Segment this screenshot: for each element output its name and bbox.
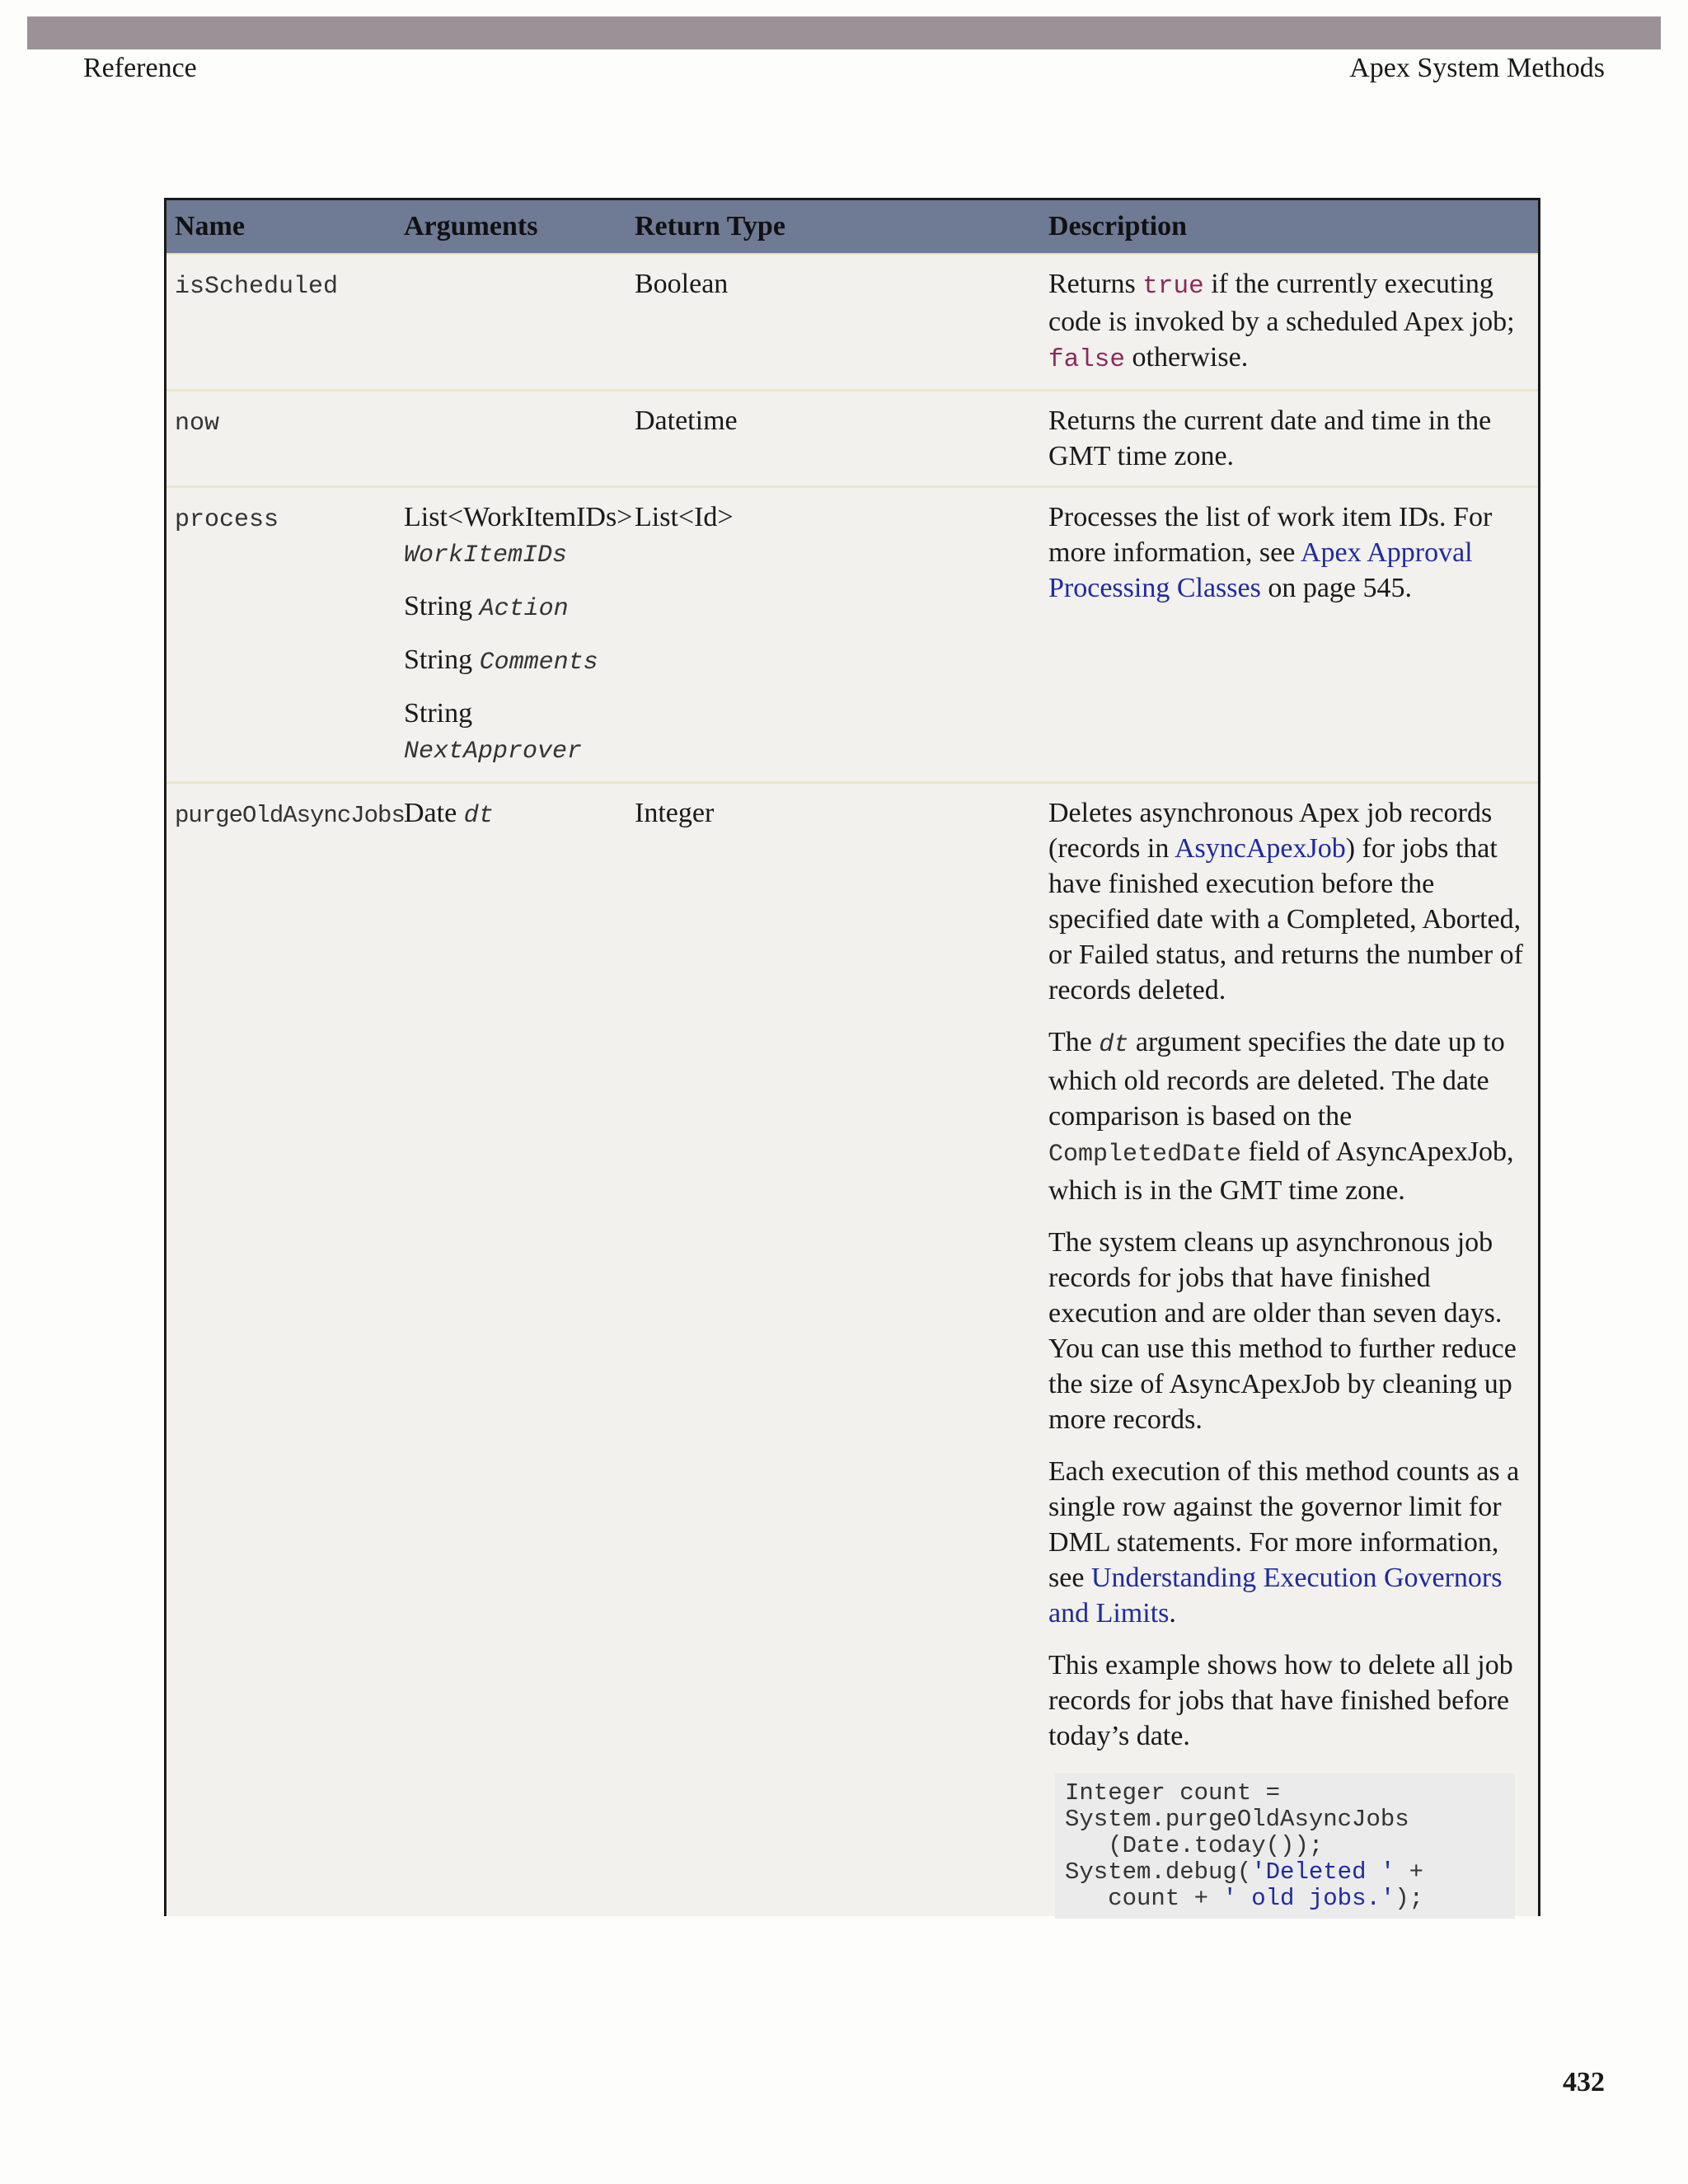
code-line: count + (1065, 1885, 1223, 1912)
description-paragraph (1048, 1024, 1530, 1208)
method-return-type: Datetime (635, 405, 738, 436)
table-header (166, 200, 1538, 255)
method-name-text: process (175, 506, 279, 534)
column-header-arguments: Arguments (404, 211, 538, 241)
desc-text: otherwise. (1125, 342, 1249, 373)
table-row (166, 488, 1538, 784)
code-line: ); (1395, 1885, 1424, 1912)
method-description (1040, 255, 1538, 389)
argument (404, 499, 633, 574)
code-keyword: false (1048, 345, 1126, 374)
method-description: Returns the current date and time in the GMT time zone. (1048, 405, 1492, 471)
method-return-type: List<Id> (635, 502, 734, 532)
code-keyword: true (1142, 272, 1204, 301)
code-string: 'Deleted ' (1251, 1858, 1395, 1886)
method-description (1040, 784, 1538, 1916)
column-header-description: Description (1048, 211, 1188, 241)
argument-name: Comments (479, 649, 598, 677)
code-line: System.purgeOldAsyncJobs (1065, 1806, 1409, 1833)
method-name (166, 784, 405, 1916)
description-paragraph: This example shows how to delete all job records for jobs that have finished before today’s date. (1048, 1650, 1513, 1751)
argument-type: String (404, 591, 473, 621)
inline-code: CompletedDate (1048, 1141, 1242, 1169)
method-return-type: Integer (635, 798, 715, 828)
argument-name: dt (463, 802, 494, 830)
argument-name: NextApprover (404, 738, 583, 766)
argument-name: WorkItemIDs (404, 541, 568, 569)
header-bar (27, 16, 1661, 49)
method-name-text: isScheduled (175, 273, 339, 301)
method-name-text: now (175, 410, 220, 438)
page-number: 432 (1563, 2067, 1605, 2097)
description-paragraph (1048, 795, 1530, 1008)
argument (404, 696, 618, 770)
desc-text: if the currently executing code is invoked by a scheduled Apex job; (1048, 269, 1515, 337)
link-apex-approval-processing-classes[interactable]: Apex Approval Processing Classes (1048, 537, 1473, 603)
methods-table (164, 198, 1540, 1916)
desc-text: ) for jobs that have finished execution before the specified date with a Completed, Aborted, or Failed status, and returns the number of records deleted. (1048, 833, 1523, 1005)
desc-text: on page 545. (1260, 573, 1413, 603)
desc-text: Processes the list of work item IDs. For more information, see (1048, 502, 1493, 568)
argument-type: String (404, 644, 473, 675)
argument (404, 642, 618, 681)
method-arguments (396, 255, 626, 389)
header-chapter-title: Apex System Methods (1349, 53, 1605, 83)
method-arguments (396, 488, 633, 781)
table-row (166, 391, 1538, 488)
argument (404, 588, 618, 627)
desc-text: Deletes asynchronous Apex job records (records in (1048, 798, 1493, 864)
header-section-title: Reference (83, 53, 197, 83)
argument-name: Action (479, 595, 569, 623)
desc-text: Each execution of this method counts as a single row against the governor limit for DML statements. For more information, see (1048, 1456, 1520, 1593)
method-arguments (396, 784, 626, 1916)
argument-type: List<WorkItemIDs> (404, 502, 633, 532)
code-line: Integer count = (1065, 1779, 1281, 1807)
argument-type: Date (404, 798, 457, 828)
method-return-type: Boolean (635, 269, 729, 299)
inline-code: dt (1099, 1031, 1129, 1059)
method-description (1040, 488, 1538, 781)
desc-text: argument specifies the date up to which old records are deleted. The date comparison is based on the (1048, 1027, 1505, 1132)
argument (404, 795, 618, 834)
code-line: + (1395, 1858, 1424, 1886)
link-understanding-execution-governors[interactable]: Understanding Execution Governors and Limits (1048, 1563, 1503, 1629)
desc-text: Returns (1048, 269, 1143, 299)
code-string: ' old jobs.' (1222, 1885, 1395, 1912)
method-name (166, 488, 396, 781)
code-line: (Date.today()); (1065, 1832, 1324, 1859)
description-paragraph: The system cleans up asynchronous job records for jobs that have finished execution and are older than seven days. You can use this method to further reduce the size of AsyncApexJob by cleaning up more records. (1048, 1227, 1517, 1435)
code-line: System.debug( (1065, 1858, 1252, 1886)
description-paragraph (1048, 1454, 1530, 1631)
argument-type: String (404, 698, 473, 729)
desc-text: . (1169, 1598, 1176, 1629)
method-name (166, 391, 396, 485)
desc-text: field of AsyncApexJob, which is in the GMT time zone. (1048, 1137, 1514, 1206)
table-row (166, 784, 1538, 1916)
link-asyncapexjob[interactable]: AsyncApexJob (1174, 833, 1346, 864)
method-name (166, 255, 396, 389)
column-header-return-type: Return Type (635, 211, 785, 241)
method-arguments (396, 391, 626, 485)
desc-text: The (1048, 1027, 1100, 1057)
table-row (166, 255, 1538, 391)
code-example (1055, 1774, 1515, 1919)
column-header-name: Name (175, 211, 245, 241)
method-name-text: purgeOldAsyncJobs (175, 802, 405, 829)
